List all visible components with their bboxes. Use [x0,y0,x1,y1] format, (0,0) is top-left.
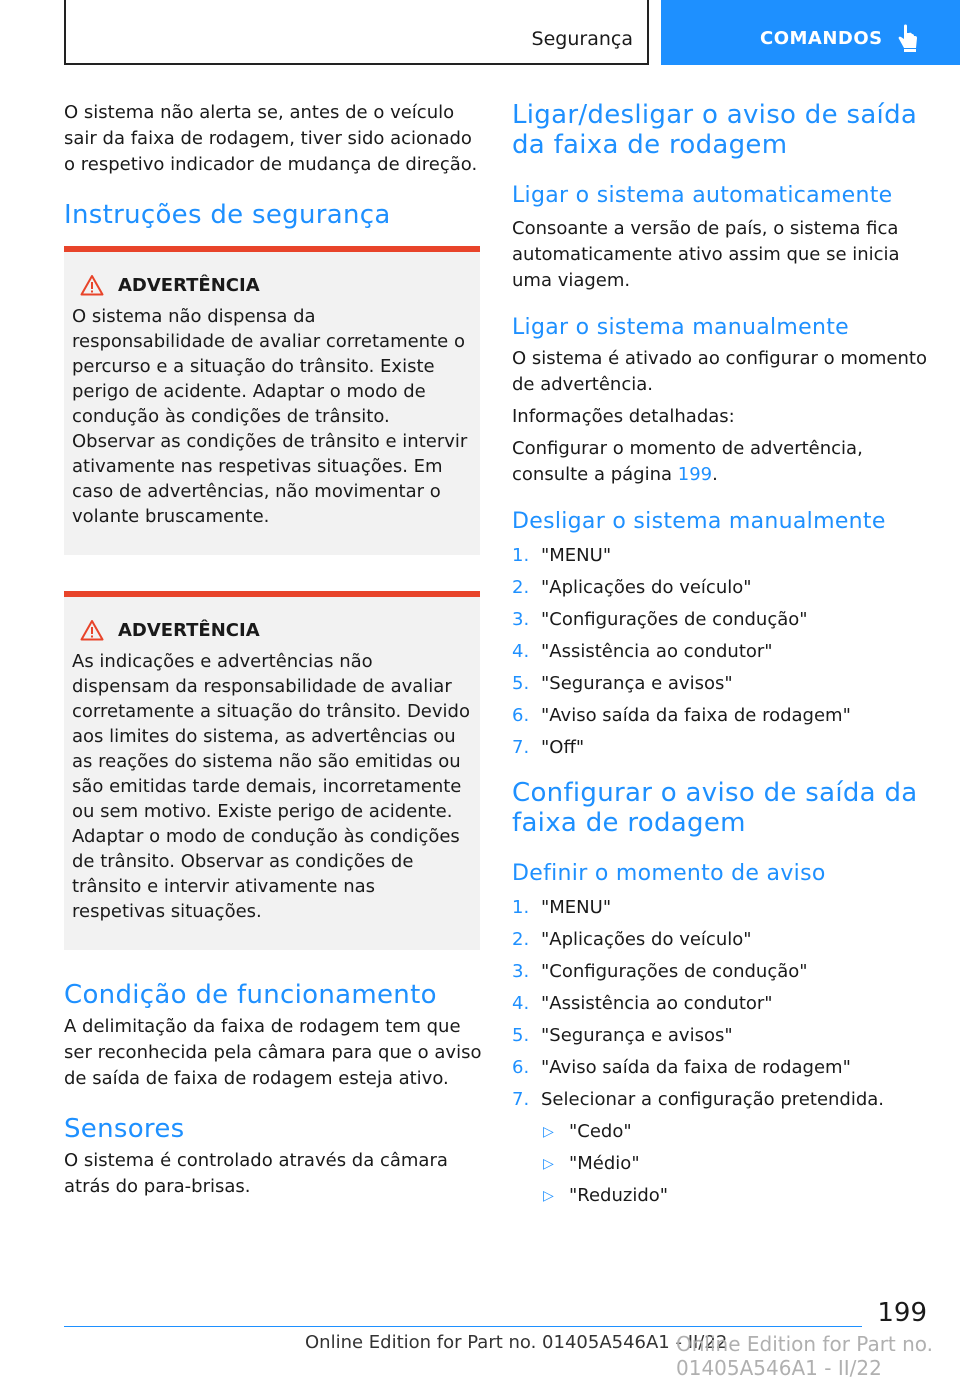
warning-header-2 [80,619,472,641]
list-item [512,736,932,760]
warning-box-1 [64,246,480,555]
manual-on-heading: Ligar o sistema manualmente [512,315,849,340]
list-item [512,640,932,664]
list-item [541,1152,932,1176]
step-text: "Configurações de condução" [541,609,808,630]
step-number: 6. [512,705,530,726]
step-number: 4. [512,641,530,662]
manual-on-paragraph: O sistema é ativado ao configurar o momento de advertência. [512,348,927,395]
list-item [512,608,932,632]
list-item [512,896,932,920]
step-number: 4. [512,993,530,1014]
list-item [512,992,932,1016]
step-number: 3. [512,961,530,982]
warning-title-1: ADVERTÊNCIA [118,274,260,296]
auto-on-heading: Ligar o sistema automaticamente [512,183,893,208]
details-text: Configurar o momento de advertência, consulte a página [512,438,863,485]
step-text: "MENU" [541,545,612,566]
option-text: "Reduzido" [569,1185,669,1206]
left-column [64,100,482,1206]
hand-pointer-icon [896,24,920,52]
auto-on-paragraph: Consoante a versão de país, o sistema fica automaticamente ativo assim que se inicia uma viagem. [512,218,900,291]
sensors-heading: Sensores [64,1114,185,1144]
step-number: 1. [512,897,530,918]
moment-heading: Definir o momento de aviso [512,861,826,886]
list-item [512,704,932,728]
list-item [512,1056,932,1080]
right-column [512,100,932,1216]
list-item [512,1088,932,1112]
header-chapter-title: COMANDOS [760,28,883,49]
warning-header-1 [80,274,472,296]
intro-paragraph: O sistema não alerta se, antes de o veículo sair da faixa de rodagem, tiver sido acionado o respetivo indicador de mudança de direção. [64,102,478,175]
moment-steps-list [512,896,932,1112]
safety-heading: Instruções de segurança [64,200,391,230]
condition-paragraph: A delimitação da faixa de rodagem tem que ser reconhecida pela câmara para que o aviso de saída de faixa de rodagem esteja ativo. [64,1016,482,1089]
step-text: Selecionar a configuração pretendida. [541,1089,885,1110]
list-item [512,960,932,984]
step-text: "Configurações de condução" [541,961,808,982]
configure-heading: Configurar o aviso de saída da faixa de rodagem [512,778,918,838]
triangle-bullet-icon: ▷ [543,1188,554,1204]
step-number: 2. [512,577,530,598]
list-item [512,928,932,952]
list-item [512,1024,932,1048]
off-steps-list [512,544,932,760]
list-item [541,1184,932,1208]
step-number: 3. [512,609,530,630]
options-list [541,1120,932,1208]
warning-triangle-icon [80,274,104,296]
page-number: 199 [877,1298,927,1328]
list-item [541,1120,932,1144]
step-text: "Aplicações do veículo" [541,577,752,598]
warning-text-2: As indicações e advertências não dispensam da responsabilidade de avaliar corretamente a situação do trânsito. Devido aos limites do sistema, as advertências ou as reações do sistema não são emitidas ou são emitidas tarde demais, incorretamente ou sem motivo. Existe perigo de acidente. Adaptar o modo de condução às condições de trânsito. Observar as condições de trânsito e intervir ativamente nas respetivas situações. [72,651,470,922]
header-chapter-tab [661,0,960,65]
step-text: "Assistência ao condutor" [541,641,773,662]
step-number: 7. [512,737,530,758]
step-number: 5. [512,673,530,694]
condition-heading: Condição de funcionamento [64,980,437,1010]
header-section-title: Segurança [531,28,633,50]
triangle-bullet-icon: ▷ [543,1156,554,1172]
option-text: "Cedo" [569,1121,632,1142]
warning-title-2: ADVERTÊNCIA [118,619,260,641]
toggle-heading: Ligar/desligar o aviso de saída da faixa de rodagem [512,100,918,160]
list-item [512,576,932,600]
step-number: 7. [512,1089,530,1110]
step-text: "Aviso saída da faixa de rodagem" [541,705,851,726]
step-text: "Aplicações do veículo" [541,929,752,950]
step-number: 6. [512,1057,530,1078]
manual-off-heading: Desligar o sistema manualmente [512,509,886,534]
sensors-paragraph: O sistema é controlado através da câmara atrás do para-brisas. [64,1150,448,1197]
step-number: 2. [512,929,530,950]
step-text: "Off" [541,737,585,758]
step-number: 1. [512,545,530,566]
step-text: "Aviso saída da faixa de rodagem" [541,1057,851,1078]
list-item [512,544,932,568]
step-text: "Assistência ao condutor" [541,993,773,1014]
header-section-box [64,0,649,65]
warning-box-2 [64,591,480,950]
triangle-bullet-icon: ▷ [543,1124,554,1140]
step-text: "MENU" [541,897,612,918]
step-text: "Segurança e avisos" [541,1025,733,1046]
details-paragraph [512,436,932,488]
option-text: "Médio" [569,1153,640,1174]
warning-text-1: O sistema não dispensa da responsabilidade de avaliar corretamente o percurso e a situação do trânsito. Existe perigo de acidente. Adaptar o modo de condução às condições de trânsito. Observar as condições de trânsito e intervir ativamente nas respetivas situações. Em caso de advertências, não movimentar o volante bruscamente. [72,306,468,527]
list-item [512,672,932,696]
footer-watermark: Online Edition for Part no. 01405A546A1 - II/22 [676,1332,934,1380]
details-label: Informações detalhadas: [512,406,735,427]
step-number: 5. [512,1025,530,1046]
details-end: . [712,464,718,485]
footer-edition: Online Edition for Part no. 01405A546A1 - II/22 [305,1332,728,1353]
step-text: "Segurança e avisos" [541,673,733,694]
page-link[interactable]: 199 [677,464,713,485]
footer-divider [64,1326,862,1327]
warning-triangle-icon [80,619,104,641]
